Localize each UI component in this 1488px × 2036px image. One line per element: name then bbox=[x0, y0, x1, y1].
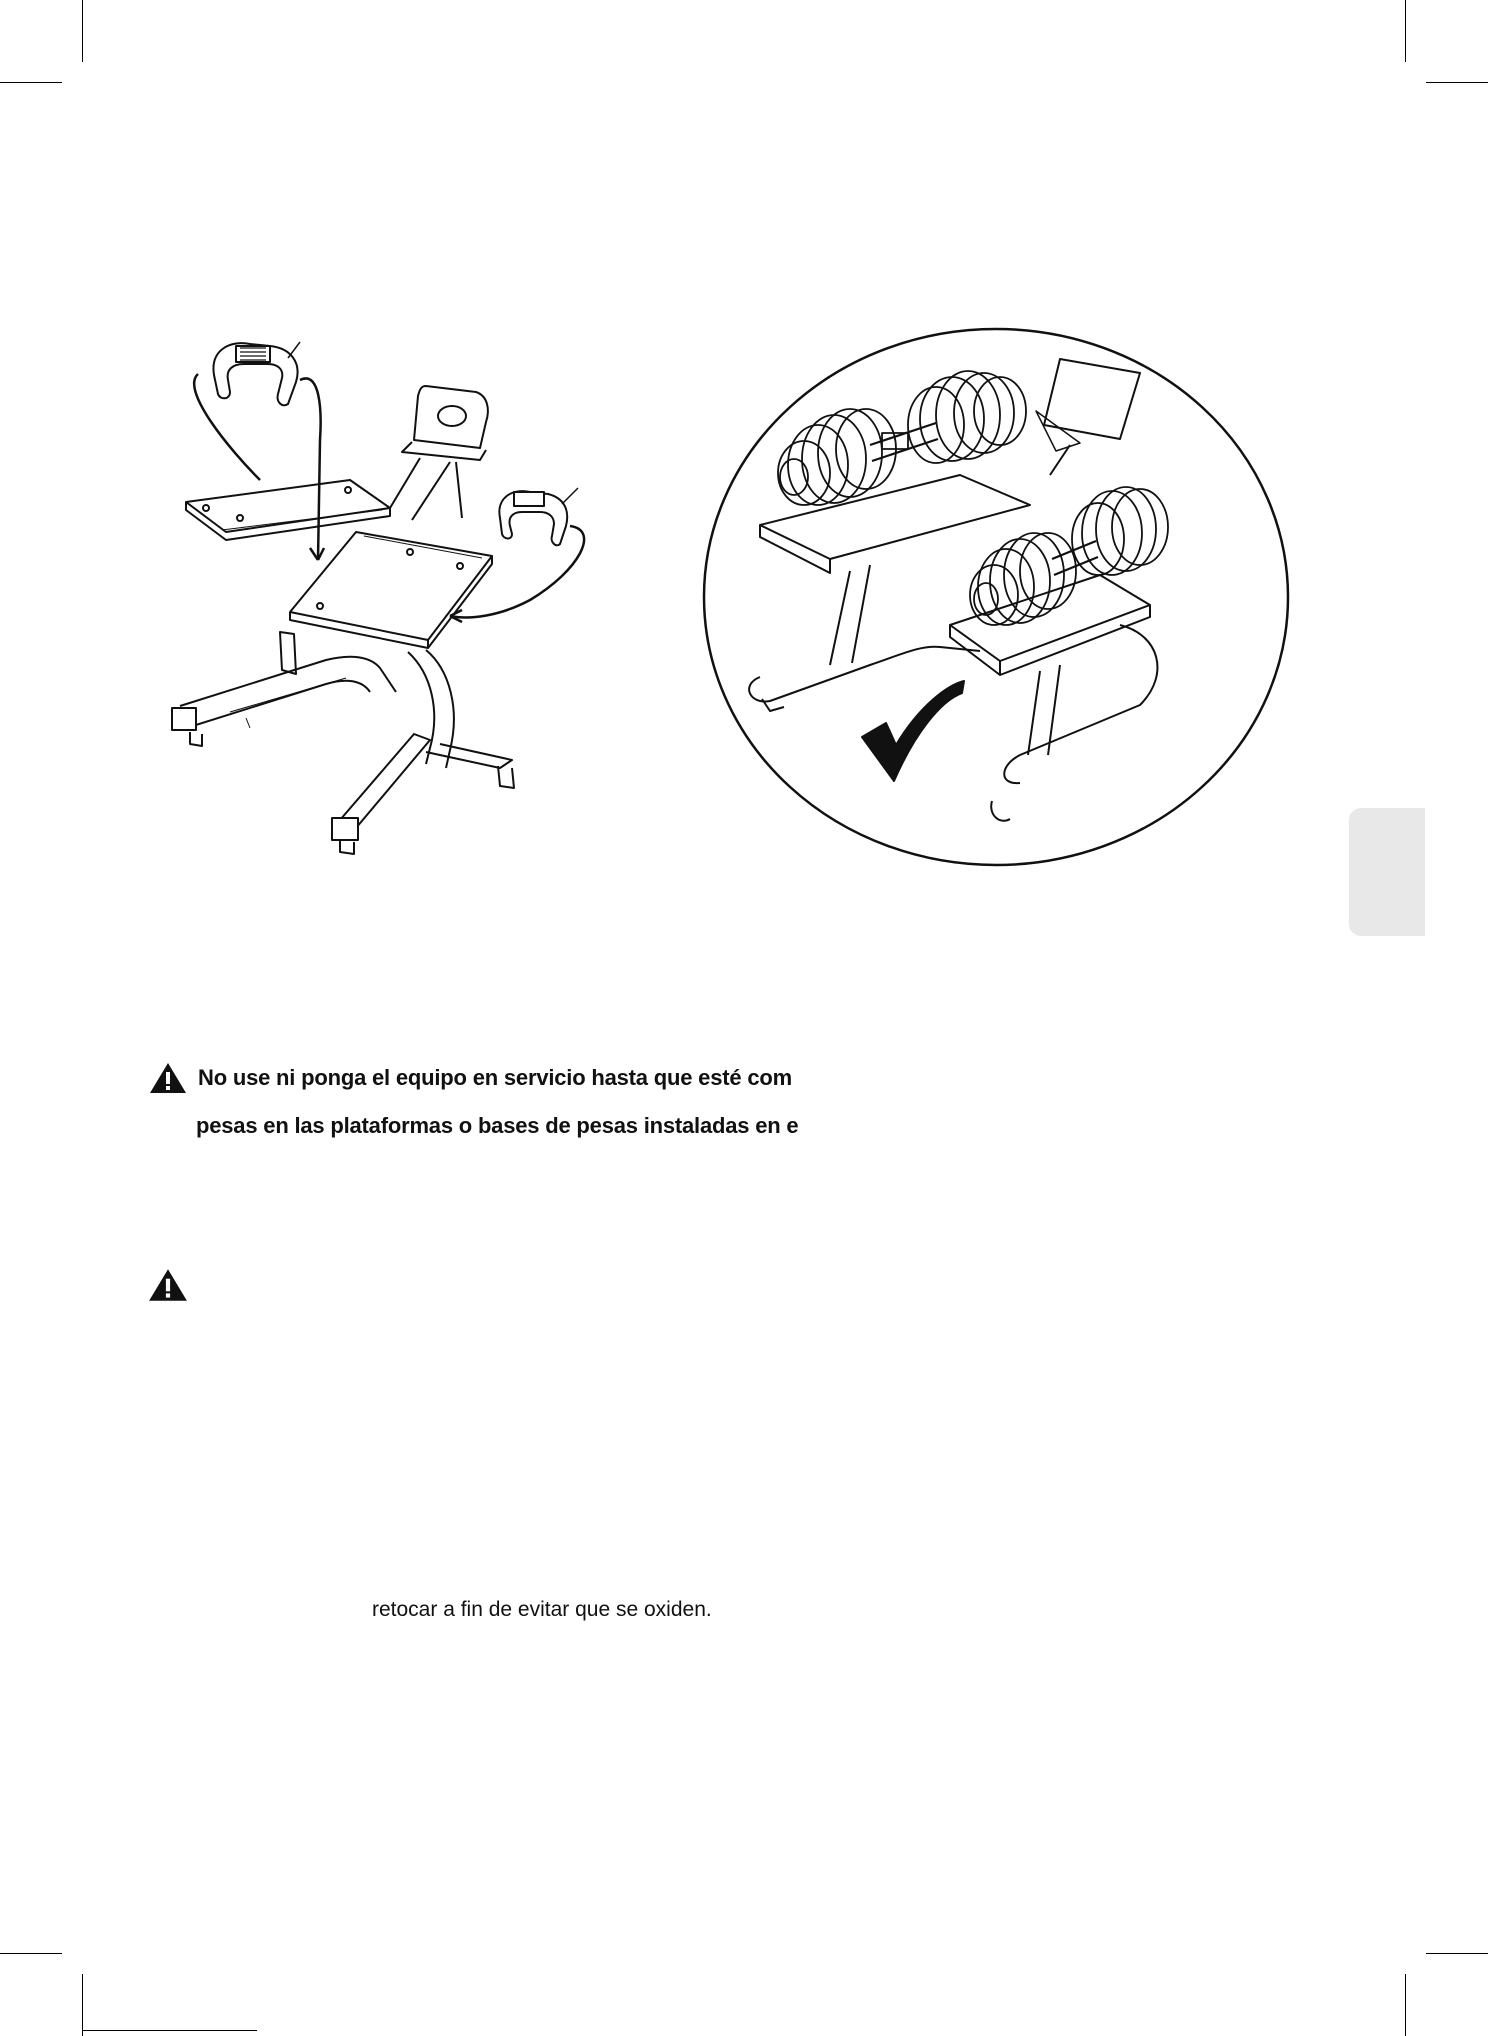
crop-mark bbox=[1426, 1953, 1488, 1954]
warning-text-clip bbox=[198, 1063, 792, 1093]
assembled-stand-illustration bbox=[700, 325, 1290, 870]
warning-text: No use ni ponga el equipo en servicio hasta que esté com bbox=[198, 1065, 792, 1090]
warning-line-2 bbox=[196, 1111, 799, 1141]
check-mark-icon bbox=[862, 681, 964, 781]
warning-text: pesas en las plataformas o bases de pesas instaladas en e bbox=[196, 1113, 799, 1138]
warning-line-1 bbox=[148, 1061, 792, 1095]
crop-mark bbox=[1405, 1974, 1406, 2036]
section-tab bbox=[1349, 808, 1425, 936]
crop-mark bbox=[82, 1974, 83, 2036]
crop-mark bbox=[0, 1953, 62, 1954]
warning-triangle-icon bbox=[148, 1061, 188, 1095]
crop-mark bbox=[82, 0, 83, 62]
crop-mark bbox=[1405, 0, 1406, 62]
crop-mark bbox=[1426, 82, 1488, 83]
footer-rule bbox=[82, 2030, 257, 2031]
stand-assembly-illustration bbox=[150, 320, 670, 860]
body-text-fragment: retocar a fin de evitar que se oxiden. bbox=[372, 1598, 712, 1621]
crop-mark bbox=[0, 82, 62, 83]
warning-triangle-icon bbox=[147, 1267, 189, 1303]
